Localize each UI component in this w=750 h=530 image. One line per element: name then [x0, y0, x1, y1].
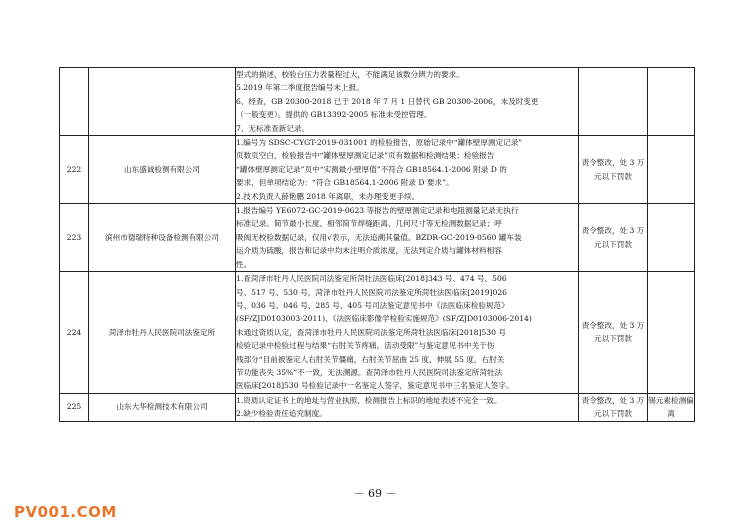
problem-description	[236, 68, 579, 136]
problem-description	[236, 393, 579, 421]
organization-name: 菏泽市牡丹人民医院司法鉴定所	[89, 272, 236, 394]
row-number	[60, 68, 89, 136]
table-row	[60, 136, 695, 204]
table-row	[60, 272, 695, 394]
remark	[648, 68, 695, 136]
problem-line: 未通过资质认定，查菏泽市牡丹人民医院司法鉴定所菏牡法医临床[2018]530 号	[236, 327, 506, 337]
penalty-action: 责令整改，处 3 万元以下罚款	[579, 393, 648, 421]
problem-line: 2.技术负责人薛艳鹏 2018 年离职，未办理变更手续。	[236, 191, 420, 201]
problem-line: 2.缺少检验责任追究制度。	[236, 409, 327, 419]
problem-line: 6、经查，GB 20300-2018 已于 2018 年 7 月 1 日替代 GB 20300-2006，未及时变更	[236, 96, 539, 106]
problem-line: 5.2019 年第二季度报告编号未上报。	[236, 83, 364, 93]
problem-description	[236, 136, 579, 204]
penalty-action: 责令整改，处 3 万元以下罚款	[579, 272, 648, 394]
problem-line: 1.编号为 SDSC-CYGT-2019-031001 的检验报告，原始记录中“罐体壁厚测定记录”	[236, 138, 523, 148]
problem-line: 医临床[2018]530 号检验记录中一名鉴定人签字，鉴定意见书中三名鉴定人签字。	[236, 381, 514, 391]
table-row	[60, 393, 695, 421]
problem-line: 型式的描述，校验台压力表量程过大，不能满足该数分辨力的要求。	[236, 70, 464, 79]
problem-line: 残部分“目前被鉴定人右肘关节僵痛，右肘关节屈曲 25 度，伸展 55 度，右肘关	[236, 354, 505, 364]
row-number: 223	[60, 204, 89, 272]
problem-line: 节功能丧失 35%”不一致，无法溯源。查菏泽市牡丹人民医院司法鉴定所菏牡法	[236, 367, 503, 377]
organization-name	[89, 68, 236, 136]
problem-line: (SF/ZJD0103003-2011)、《法医临床影像学检验实施规范》(SF/ZJD0103006-2014)	[236, 314, 532, 324]
problem-line: 性。	[236, 259, 252, 269]
problem-line: 页数页空白，检验报告中“罐体壁厚测定记录”页有数据和检测结果；检验报告	[236, 151, 495, 161]
problem-line: 标准记录。简节最小长度、相邻简节焊缝距离、几何尺寸等无检测数据记录；呼	[236, 219, 502, 229]
problem-line: 运介质为硫酸，报告和记录中均未注明介质浓度，无法判定介质与罐体材料相容	[236, 246, 502, 256]
table-row	[60, 68, 695, 136]
problem-line: 吸阀无校验数据记录，仅用√表示，无法追溯其量值。BZDR-GC-2019-0560 罐车装	[236, 232, 522, 242]
problem-line: （一般变更）。提供的 GB13392-2005 标准未受控管理。	[236, 110, 432, 120]
problem-description	[236, 272, 579, 394]
remark: 锡元素检测偏离	[648, 393, 695, 421]
organization-name: 滨州市德瑞特种设备检测有限公司	[89, 204, 236, 272]
row-number: 222	[60, 136, 89, 204]
organization-name: 山东盛诚检测有限公司	[89, 136, 236, 204]
row-number: 225	[60, 393, 89, 421]
site-watermark: PV001.COM	[14, 503, 117, 521]
problem-line: 检验记录中检验过程与结果“右肘关节疼痛，活动受限”与鉴定意见书中关于伤	[236, 341, 495, 351]
problem-line: 要求，但单项结论为：“符合 GB18564.1-2006 附录 D 要求”。	[236, 178, 454, 188]
penalty-action: 责令整改，处 3 万元以下罚款	[579, 136, 648, 204]
problem-line: 号、036 号、046 号、285 号、405 号司法鉴定意见书中《法医临床检验规范》	[236, 300, 509, 310]
penalty-action	[579, 68, 648, 136]
page-number: － 69 －	[353, 487, 397, 500]
problem-line: 号、517 号、530 号，菏泽市牡丹人民医院司法鉴定所菏牡法医临床[2019]026	[236, 287, 507, 297]
table-row	[60, 204, 695, 272]
problem-line: 7、无标准查新记录。	[236, 123, 310, 133]
organization-name: 山东大华检测技术有限公司	[89, 393, 236, 421]
penalty-table	[59, 67, 695, 422]
remark	[648, 136, 695, 204]
problem-description	[236, 204, 579, 272]
row-number: 224	[60, 272, 89, 394]
remark	[648, 204, 695, 272]
remark	[648, 272, 695, 394]
penalty-action: 责令整改，处 3 万元以下罚款	[579, 204, 648, 272]
problem-line: 1.资质认定证书上的地址与营业执照、检测报告上标识的地址表述不完全一致。	[236, 395, 502, 405]
problem-line: “罐体壁厚测定记录”页中“实测最小壁厚值”不符合 GB18564.1-2006 附录 D 的	[236, 164, 507, 174]
problem-line: 1.报告编号 YE6072-GC-2019-0623 等报告的壁厚测定记录和电阻测量记录无执行	[236, 206, 519, 216]
problem-line: 1.查菏泽市牡丹人民医院司法鉴定所菏牡法医临床[2018]343 号、474 号、506	[236, 274, 507, 284]
